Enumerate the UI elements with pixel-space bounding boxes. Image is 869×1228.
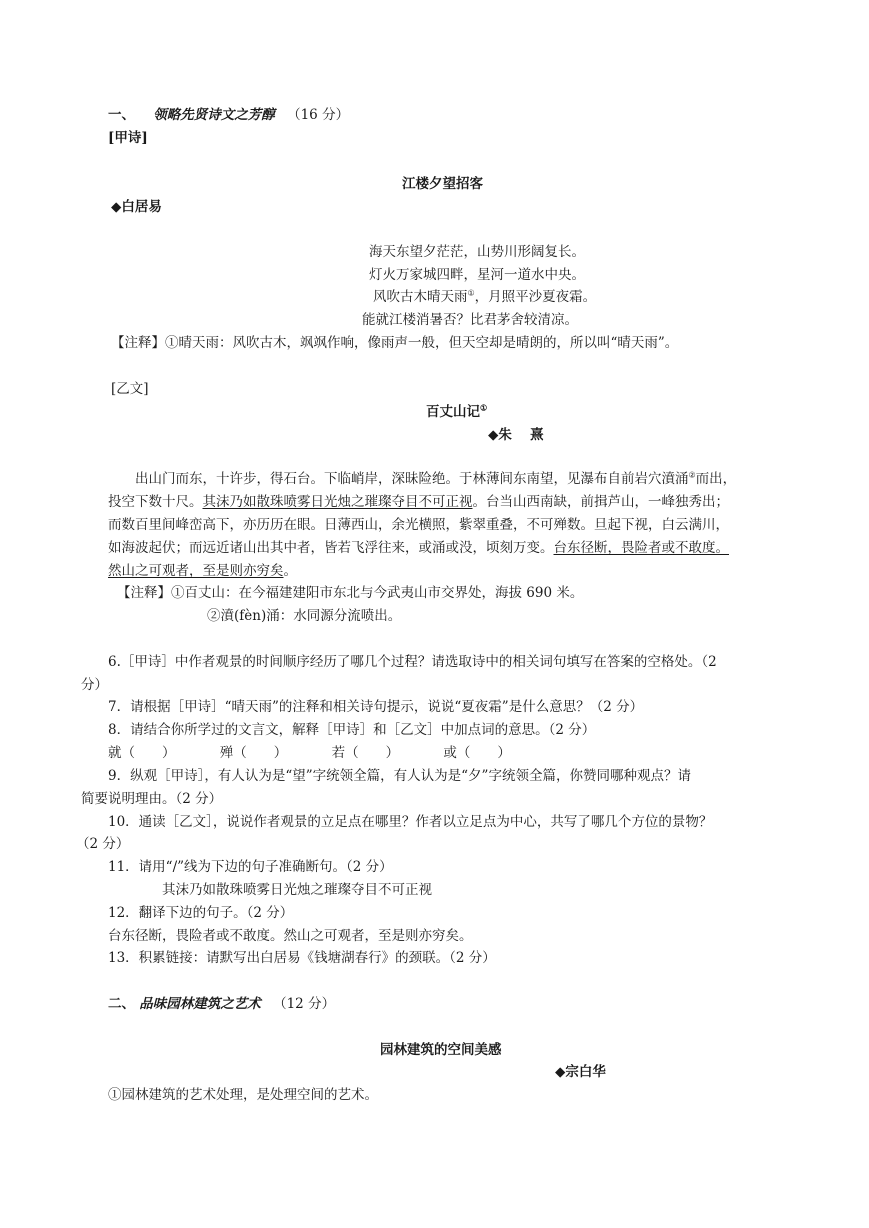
question-9: 9．纵观［甲诗］，有人认为是“望”字统领全篇，有人认为是“夕”字统领全篇，你赞同哪种观点？请 [108,768,691,784]
prose-note-1: 【注释】①百丈山：在今福建建阳市东北与今武夷山市交界处，海拔 690 米。 [117,585,584,601]
section1-heading [108,109,349,123]
section2-title: 品味园林建筑之艺术 [139,996,261,1012]
prose-line-5: 然山之可观者，至是则亦穷矣。 [108,563,297,579]
prose-line-3: 而数百里间峰峦高下，亦历历在眼。日薄西山，余光横照，紫翠重叠，不可殚数。旦起下视，白云满川， [108,517,729,533]
article-paragraph-1: ①园林建筑的艺术处理，是处理空间的艺术。 [108,1087,378,1103]
blank-item: 就（ ） [108,745,176,761]
question-11: 11．请用“/”线为下边的句子准确断句。（2 分） [108,859,393,875]
underlined-sentence: 台东径断，畏险者或不敢度。 [553,540,729,556]
section1-score: （16 分） [287,107,350,123]
poem-line-2: 灯火万家城四畔，星河一道水中央。 [369,267,585,283]
prose-line-1: 出山门而东，十许步，得石台。下临峭岸，深昧险绝。于林薄间东南望，见瀑布自前岩穴濆涌②而出， [135,470,737,487]
question-6: 6.［甲诗］中作者观景的时间顺序经历了哪几个过程？请选取诗中的相关词句填写在答案的空格处。（2 [108,654,717,670]
section2-number: 二、 [108,996,135,1012]
prose-author: ◆朱 熹 [488,427,544,443]
poem-line-3: 风吹古木晴天雨①，月照平沙夏夜霜。 [373,288,597,305]
question-8-blanks [108,747,511,761]
underlined-sentence: 其沫乃如散珠喷雾日光烛之璀璨夺目不可正视 [202,494,473,510]
question-12: 12．翻译下边的句子。（2 分） [108,905,294,921]
section2-score: （12 分） [273,996,336,1012]
question-8: 8．请结合你所学过的文言文，解释［甲诗］和［乙文］中加点词的意思。（2 分） [108,722,596,738]
underlined-sentence: 然山之可观者，至是则亦穷矣 [108,563,284,579]
question-13: 13．积累链接：请默写出白居易《钱塘湖春行》的颈联。（2 分） [108,950,496,966]
poem-label: [甲诗] [108,130,148,146]
question-12-sentence: 台东径断，畏险者或不敢度。然山之可观者，至是则亦穷矣。 [108,928,473,944]
question-9-cont: 简要说明理由。（2 分） [81,791,223,807]
poem-title: 江楼夕望招客 [402,176,483,192]
blank-item: 殚（ ） [219,745,288,761]
section1-number: 一、 [108,107,135,123]
question-10: 10．通读［乙文］，说说作者观景的立足点在哪里？作者以立足点为中心，共写了哪几个方位的景物？ [108,814,713,830]
prose-label: [乙文] [111,381,149,397]
poem-line-1: 海天东望夕茫茫，山势川形阔复长。 [369,244,585,260]
question-10-cont: （2 分） [76,836,130,852]
section2-heading [108,998,335,1012]
article-title: 园林建筑的空间美感 [380,1042,502,1058]
question-11-sentence: 其沫乃如散珠喷雾日光烛之璀璨夺目不可正视 [162,882,432,898]
poem-line-4: 能就江楼消暑否？比君茅舍较清凉。 [362,312,578,328]
prose-title: 百丈山记① [426,402,488,420]
prose-line-2: 投空下数十尺。其沫乃如散珠喷雾日光烛之璀璨夺目不可正视。台当山西南缺，前揖芦山，一峰独秀出； [108,494,729,510]
footnote-marker: ② [688,470,696,480]
poem-note: 【注释】①晴天雨：风吹古木，飒飒作响，像雨声一般，但天空却是晴朗的，所以叫“晴天雨”。 [111,335,679,351]
footnote-marker: ① [467,288,475,298]
prose-note-2: ②濆(fèn)涌：水同源分流喷出。 [207,608,402,624]
question-6-cont: 分） [81,677,108,693]
question-7: 7．请根据［甲诗］“晴天雨”的注释和相关诗句提示，说说“夏夜霜”是什么意思？（2 分） [108,699,644,715]
prose-line-4: 如海波起伏；而远近诸山出其中者，皆若飞浮往来，或涌或没，顷刻万变。台东径断，畏险者或不敢度。 [108,540,729,556]
section1-title: 领略先贤诗文之芳醇 [153,107,275,123]
article-author: ◆宗白华 [555,1064,606,1080]
footnote-marker: ① [480,402,488,413]
blank-item: 或（ ） [443,745,511,761]
poem-author: ◆白居易 [111,199,162,215]
blank-item: 若（ ） [331,745,400,761]
